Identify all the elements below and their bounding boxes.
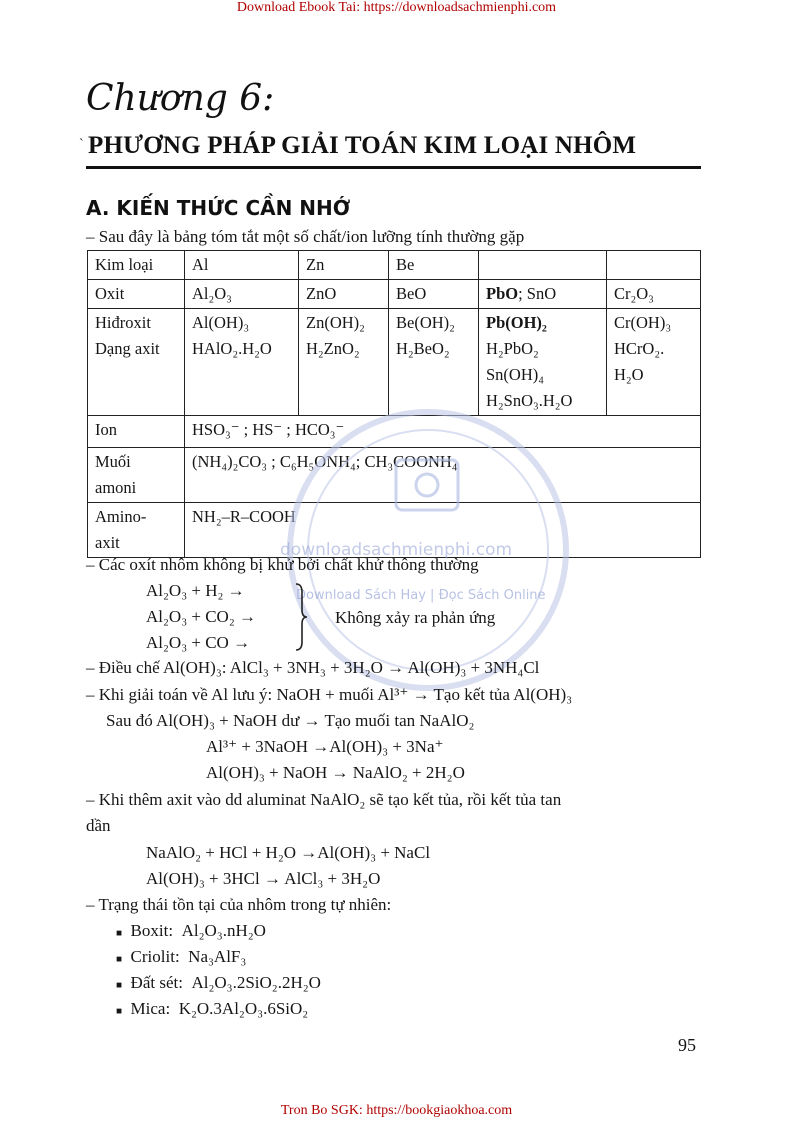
cell-line: H₂BeO₂: [396, 339, 450, 358]
label-line: Amino-: [95, 507, 147, 526]
list-item: [116, 921, 266, 941]
mineral-formula: Na₃AlF₃: [188, 947, 247, 966]
state-title: – Trạng thái tồn tại của nhôm trong tự nhiên:: [86, 895, 392, 914]
table-cell: [299, 309, 389, 416]
table-cell: (NH₄)₂CO₃ ; C₆H₅ONH₄; CH₃COONH₄: [185, 448, 701, 503]
equation-line: Al³⁺ + 3NaOH →Al(OH)₃ + 3Na⁺: [206, 737, 444, 756]
bullet-icon: ■: [116, 928, 123, 939]
table-cell: ZnO: [299, 280, 389, 309]
oxide-note: – Các oxít nhôm không bị khử bởi chất khử thông thường: [86, 555, 479, 574]
chapter-title: PHƯƠNG PHÁP GIẢI TOÁN KIM LOẠI NHÔM: [88, 132, 637, 159]
cell-line: Sn(OH)₄: [486, 365, 544, 384]
prep-line: – Điều chế Al(OH)₃: AlCl₃ + 3NH₃ + 3H₂O → Al(OH)₃ + 3NH₄Cl: [86, 658, 540, 677]
table-cell: HSO₃⁻ ; HS⁻ ; HCO₃⁻: [185, 416, 701, 448]
bottom-sgk-link[interactable]: Tron Bo SGK: https://bookgiaokhoa.com: [280, 1103, 513, 1118]
table-cell: NH₂–R–COOH: [185, 503, 701, 558]
table-row-ion: [88, 416, 701, 448]
acid-note: – Khi thêm axit vào dd aluminat NaAlO₂ sẽ tạo kết tủa, rồi kết tủa tan: [86, 790, 562, 809]
equation-line: Al₂O₃ + H₂ →: [146, 581, 245, 600]
watermark-site: downloadsachmienphi.com: [280, 540, 513, 560]
mineral-name: Criolit:: [130, 947, 180, 966]
table-cell: Zn: [299, 251, 389, 280]
list-item: [116, 947, 246, 967]
decorative-tick: `: [79, 137, 84, 152]
row-label: [88, 448, 185, 503]
watermark-tagline: Download Sách Hay | Đọc Sách Online: [296, 588, 546, 603]
cell-line: H₂ZnO₂: [306, 339, 360, 358]
table-row-muoi-amoni: [88, 448, 701, 503]
acid-note: dần: [86, 816, 111, 835]
page-number: 95: [678, 1035, 696, 1055]
label-line: axit: [95, 533, 120, 552]
cell-line: H₂PbO₂: [486, 339, 539, 358]
table-cell: [185, 309, 299, 416]
mineral-formula: Al₂O₃.nH₂O: [181, 921, 266, 940]
table-intro: – Sau đây là bảng tóm tắt một số chất/ion lưỡng tính thường gặp: [86, 227, 525, 246]
table-cell: Cr₂O₃: [607, 280, 701, 309]
mineral-name: Boxit:: [130, 921, 174, 940]
formula-rest: ; SnO: [518, 284, 557, 303]
bullet-icon: ■: [116, 980, 123, 991]
mineral-formula: Al₂O₃.2SiO₂.2H₂O: [191, 973, 321, 992]
label-line: amoni: [95, 478, 137, 497]
mineral-name: Mica:: [130, 999, 171, 1018]
row-label: Ion: [88, 416, 185, 448]
label-line: Hiđroxit: [95, 313, 151, 332]
cell-line: H₂SnO₃.H₂O: [486, 391, 573, 410]
cell-line: Pb(OH)₂: [486, 313, 547, 332]
row-label: Oxit: [88, 280, 185, 309]
table-cell: Be: [389, 251, 479, 280]
table-row-oxit: [88, 280, 701, 309]
cell-line: HCrO₂.: [614, 339, 665, 358]
equation-line: Al(OH)₃ + NaOH → NaAlO₂ + 2H₂O: [206, 763, 465, 782]
equation-line: Al₂O₃ + CO₂ →: [146, 607, 257, 626]
title-rule: [86, 166, 701, 169]
no-reaction-label: Không xảy ra phản ứng: [335, 608, 496, 627]
table-cell: BeO: [389, 280, 479, 309]
table-cell: [607, 251, 701, 280]
table-cell: [607, 309, 701, 416]
note-line: – Khi giải toán về Al lưu ý: NaOH + muối Al³⁺ → Tạo kết tủa Al(OH)₃: [86, 685, 573, 704]
amphoteric-table: [87, 250, 701, 558]
table-cell: Al: [185, 251, 299, 280]
bullet-icon: ■: [116, 1006, 123, 1017]
top-download-link[interactable]: Download Ebook Tai: https://downloadsachmienphi.com: [236, 0, 557, 15]
label-line: Muối: [95, 452, 131, 471]
cell-line: Cr(OH)₃: [614, 313, 672, 332]
table-cell: [479, 309, 607, 416]
table-cell: [479, 280, 607, 309]
cell-line: H₂O: [614, 365, 644, 384]
list-item: [116, 973, 321, 993]
bullet-icon: ■: [116, 954, 123, 965]
cell-line: HAlO₂.H₂O: [192, 339, 272, 358]
note-line: Sau đó Al(OH)₃ + NaOH dư → Tạo muối tan NaAlO₂: [106, 711, 475, 730]
row-label: [88, 309, 185, 416]
label-line: Dạng axit: [95, 339, 160, 358]
list-item: [116, 999, 308, 1019]
chapter-label: Chương 6:: [86, 78, 275, 119]
equation-line: Al₂O₃ + CO →: [146, 633, 251, 652]
table-row-hidroxit: [88, 309, 701, 416]
cell-line: Be(OH)₂: [396, 313, 455, 332]
row-label: Kim loại: [88, 251, 185, 280]
cell-line: Al(OH)₃: [192, 313, 250, 332]
row-label: [88, 503, 185, 558]
table-cell: [389, 309, 479, 416]
bold-formula: PbO: [486, 284, 519, 303]
section-title: A. KIẾN THỨC CẦN NHỚ: [86, 196, 351, 220]
equation-line: Al(OH)₃ + 3HCl → AlCl₃ + 3H₂O: [146, 869, 381, 888]
mineral-name: Đất sét:: [130, 973, 183, 992]
equation-line: NaAlO₂ + HCl + H₂O →Al(OH)₃ + NaCl: [146, 843, 431, 862]
right-brace: [294, 582, 308, 652]
cell-line: Zn(OH)₂: [306, 313, 365, 332]
table-cell: Al₂O₃: [185, 280, 299, 309]
table-cell: [479, 251, 607, 280]
mineral-formula: K₂O.3Al₂O₃.6SiO₂: [178, 999, 309, 1018]
table-row-kim-loai: [88, 251, 701, 280]
